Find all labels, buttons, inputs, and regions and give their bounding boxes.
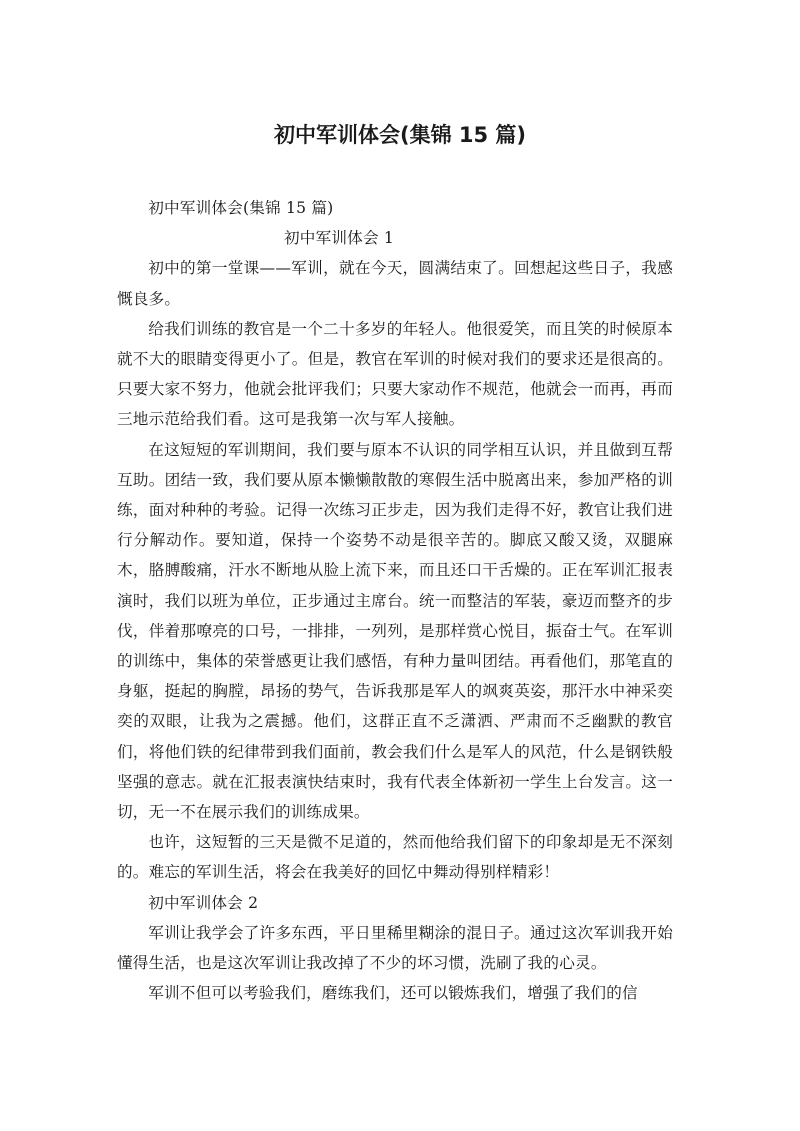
section-heading-1: 初中军训体会 1 [284, 229, 395, 248]
document-body [117, 193, 673, 1008]
paragraph: 初中的第一堂课——军训，就在今天，圆满结束了。回想起这些日子，我感慨良多。 [117, 259, 673, 308]
paragraph: 军训不但可以考验我们，磨练我们，还可以锻炼我们，增强了我们的信 [148, 984, 638, 1003]
paragraph: 也许，这短暂的三天是微不足道的，然而他给我们留下的印象却是无不深刻的。难忘的军训生活，将会在我美好的回忆中舞动得别样精彩！ [117, 833, 673, 882]
paragraph: 给我们训练的教官是一个二十多岁的年轻人。他很爱笑，而且笑的时候原本就不大的眼睛变得更小了。但是，教官在军训的时候对我们的要求还是很高的。只要大家不努力，他就会批评我们；只要大家动作不规范，他就会一而再，再而三地示范给我们看。这可是我第一次与军人接触。 [117, 319, 673, 429]
paragraph-subtitle: 初中军训体会(集锦 15 篇) [148, 199, 334, 217]
paragraph: 在这短短的军训期间，我们要与原本不认识的同学相互认识，并且做到互帮互助。团结一致，我们要从原本懒懒散散的寒假生活中脱离出来，参加严格的训练，面对种种的考验。记得一次练习正步走，因为我们走得不好，教官让我们进行分解动作。要知道，保持一个姿势不动是很辛苦的。脚底又酸又烫，双腿麻木，胳膊酸痛，汗水不断地从脸上流下来，而且还口干舌燥的。正在军训汇报表演时，我们以班为单位，正步通过主席台。统一而整洁的军装，豪迈而整齐的步伐，伴着那嘹亮的口号，一排排，一列列，是那样赏心悦目，振奋士气。在军训的训练中，集体的荣誉感更让我们感悟，有种力量叫团结。再看他们，那笔直的身躯，挺起的胸膛，昂扬的势气，告诉我那是军人的飒爽英姿，那汗水中神采奕奕的双眼，让我为之震撼。他们，这群正直不乏潇洒、严肃而不乏幽默的教官们，将他们铁的纪律带到我们面前，教会我们什么是军人的风范，什么是钢铁般坚强的意志。就在汇报表演快结束时，我有代表全体新初一学生上台发言。这一切，无一不在展示我们的训练成果。 [117, 440, 673, 822]
section-heading-2: 初中军训体会 2 [148, 893, 259, 912]
paragraph: 军训让我学会了许多东西，平日里稀里糊涂的混日子。通过这次军训我开始懂得生活，也是这次军训让我改掉了不少的坏习惯，洗刷了我的心灵。 [117, 923, 673, 973]
document-title: 初中军训体会(集锦 15 篇) [273, 123, 527, 147]
